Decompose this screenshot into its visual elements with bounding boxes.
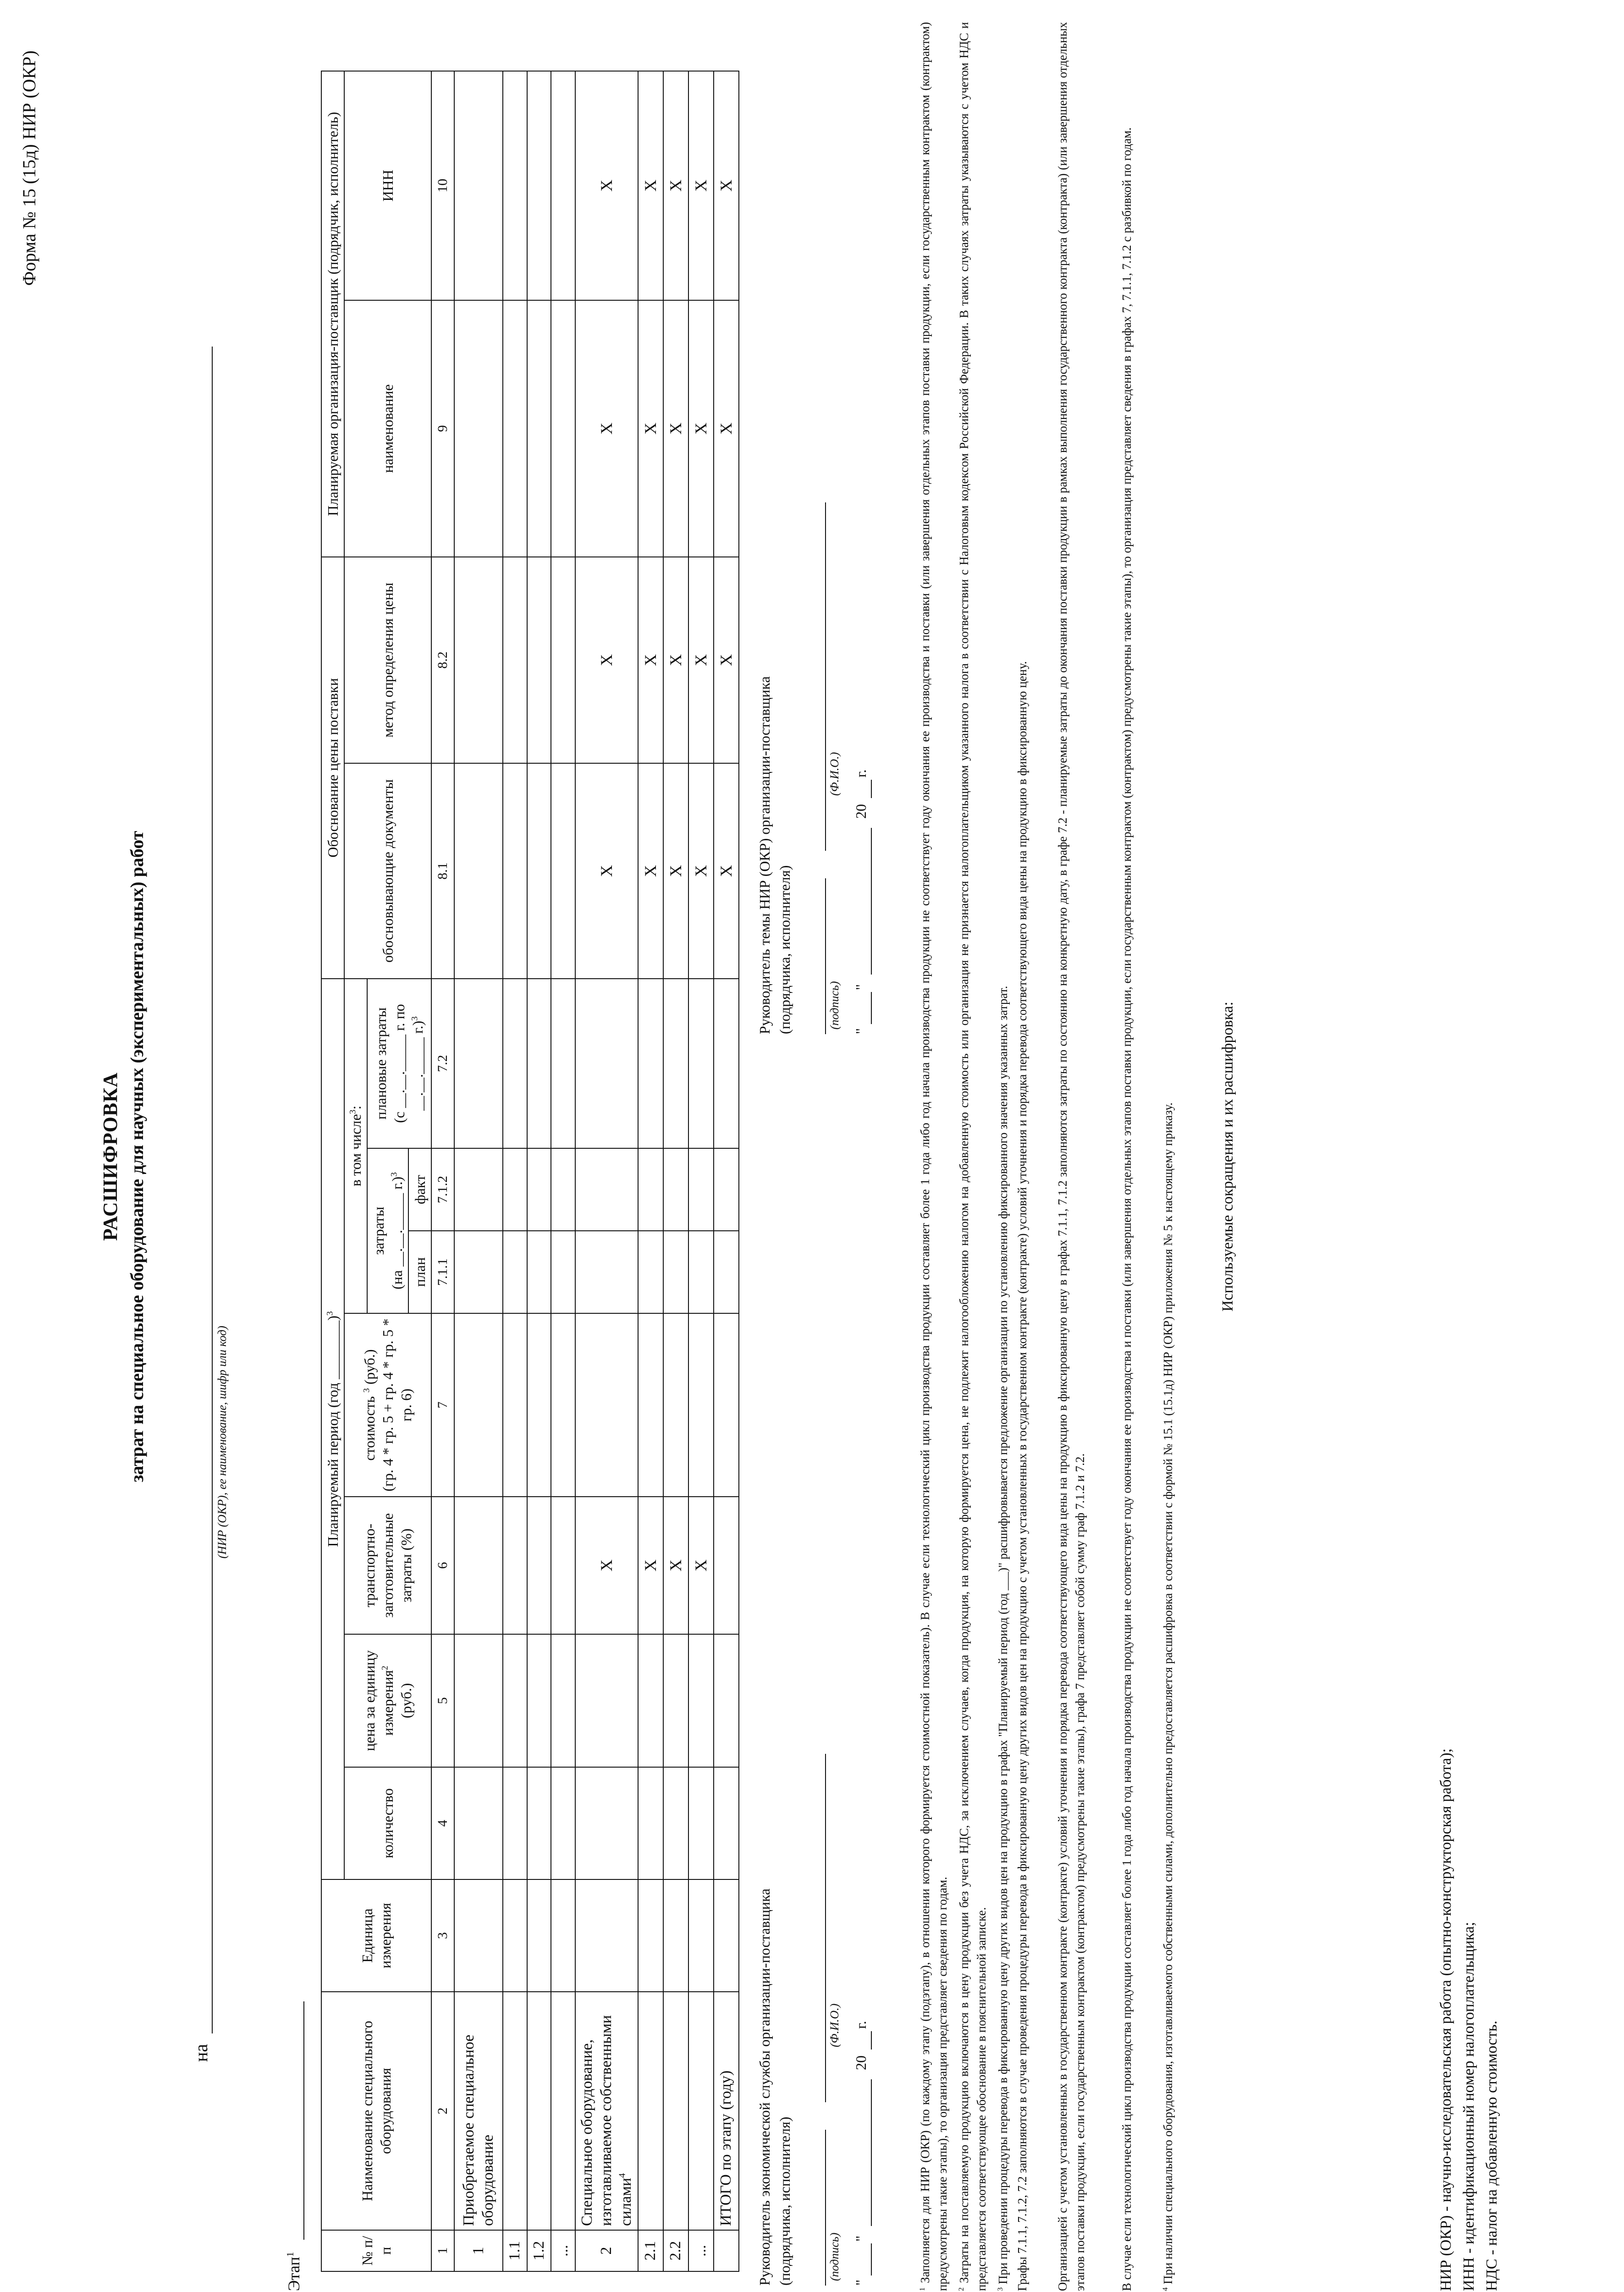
cell[interactable] [551,1497,575,1634]
cell[interactable]: X [638,71,663,300]
header-org-name: наименование [344,300,431,557]
cell[interactable] [638,979,663,1148]
header-inn: ИНН [344,71,431,300]
cell[interactable]: X [663,763,688,979]
document-subtitle: затрат на специальное оборудование для научных (экспериментальных) работ [127,831,147,1482]
header-unit: Единица измерения [321,1879,431,1992]
signature-line[interactable] [825,878,826,1034]
date-year-prefix: 20 [853,2055,869,2070]
fio-line[interactable] [825,502,826,851]
table-row [575,71,639,2271]
cell[interactable] [527,557,551,763]
cell[interactable] [454,71,503,300]
row-name[interactable] [638,1992,663,2230]
date-year-suffix: г. [853,769,869,777]
cell[interactable] [527,1148,551,1231]
cell[interactable]: X [714,71,739,300]
etap-fill-line[interactable] [303,2001,304,2240]
cell[interactable] [527,763,551,979]
cell[interactable] [527,1634,551,1767]
fio-caption: (Ф.И.О.) [828,752,841,796]
col-num-7-1-1: 7.1.1 [431,1231,454,1313]
cell[interactable] [454,1231,503,1313]
col-num-3: 3 [431,1879,454,1992]
cell[interactable] [551,979,575,1148]
footnote: $^2$ Затраты на поставляемую продукцию включаются в цену продукции без учета НДС, за исключением случаев, когда продукция, на которую формируется цена, не подлежит налогообложению налогом на добавленную стоимость или организация не признается налогоплательщиком указанного налога в соответствии с Налоговым кодексом Российской Федерации. В таких случаях затраты указываются с учетом НДС и представляется соответствующее обоснование в пояснительной записке. [957,22,988,2291]
row-name[interactable] [503,1992,527,2230]
cell[interactable]: X [638,763,663,979]
etap-label: Этап$^1$ [285,2252,303,2291]
na-caption: (НИР (ОКР), ее наименование, шифр или код) [215,1326,229,1559]
cell[interactable] [454,763,503,979]
col-num-7: 7 [431,1313,454,1497]
col-num-7-2: 7.2 [431,979,454,1148]
col-num-10: 10 [431,71,454,300]
header-fact: факт [408,1148,431,1231]
header-plan: план [408,1231,431,1313]
cell[interactable] [688,1313,714,1497]
cell[interactable]: X [663,71,688,300]
cell[interactable]: X [688,71,714,300]
col-num-1: 1 [431,2230,454,2271]
cell[interactable] [663,1313,688,1497]
cell[interactable] [638,1231,663,1313]
fio-caption: (Ф.И.О.) [828,2003,841,2047]
cell[interactable] [503,557,527,763]
footnote: Организацией с учетом установленных в государственном контракте (контракте) условий уточнения и порядка перевода соответствующего вида цены на продукцию в фиксированную цену в графах 7.1.1, 7.1.2 заполняются затраты по состоянию на конкретную дату, в графе 7.2 - планируемые затраты до окончания поставки продукции в рамках выполнения государственного контракта (контракта) (или завершения отдельных этапов поставки продукции, если государственным контрактом (контрактом) предусмотрены такие этапы), графа 7 представляет собой сумму граф 7.1.2 и 7.2. [1056,22,1087,2291]
date-quote: " [853,1028,869,1034]
header-method: метод определения цены [344,557,431,763]
date-quote: " [853,2279,869,2286]
cell[interactable] [527,979,551,1148]
col-num-6: 6 [431,1497,454,1634]
signature-caption: (подпись) [828,981,841,1030]
cell[interactable] [688,1148,714,1231]
cell[interactable] [454,979,503,1148]
cell[interactable] [503,1231,527,1313]
cell[interactable] [663,979,688,1148]
form-code: Форма № 15 (15д) НИР (ОКР) [19,50,39,286]
cell[interactable] [454,1148,503,1231]
cell[interactable] [663,1634,688,1767]
header-price: цена за единицу измерения$^2$ (руб.) [344,1634,431,1767]
cell[interactable]: X [688,763,714,979]
row-name[interactable] [551,1992,575,2230]
cell[interactable] [575,1231,639,1313]
cell[interactable] [551,1879,575,1992]
col-num-2: 2 [431,1992,454,2230]
date-year-line[interactable] [871,780,872,798]
col-num-8-2: 8.2 [431,557,454,763]
abbreviation-item: НИР (ОКР) - научно-исследовательская работа (опытно-конструкторская работа); [1437,1748,1454,2291]
cell[interactable] [714,979,739,1148]
signature-title: Руководитель экономической службы организации-поставщика [756,1888,773,2286]
cell[interactable] [688,1231,714,1313]
cell[interactable] [638,1148,663,1231]
cell[interactable] [575,1879,639,1992]
header-name: Наименование специального оборудования [321,1992,431,2230]
cell[interactable]: X [663,557,688,763]
date-year-suffix: г. [853,2021,869,2029]
cell[interactable] [663,1231,688,1313]
cell[interactable] [551,1231,575,1313]
table-row-total [714,71,739,2271]
date-quote: " [853,984,869,990]
cell[interactable] [527,71,551,300]
signature-block-economist [756,1552,912,2286]
cell[interactable]: X [688,300,714,557]
row-num: 1.2 [527,2230,551,2271]
cell[interactable] [688,979,714,1148]
row-num: 1.1 [503,2230,527,2271]
signature-subtitle: (подрядчика, исполнителя) [776,865,793,1034]
cell[interactable] [575,1313,639,1497]
fio-line[interactable] [825,1754,826,2102]
cell[interactable] [503,1767,527,1879]
row-num: ... [688,2230,714,2271]
cell[interactable] [527,1231,551,1313]
abbreviation-item: ИНН - идентификационный номер налогоплательщика; [1460,1922,1477,2291]
cell[interactable] [454,1313,503,1497]
row-name[interactable]: Приобретаемое специальное оборудование [454,1992,503,2230]
table-row [551,71,575,2271]
na-label: на [191,2044,211,2062]
document-title: РАСШИФРОВКА [99,1072,121,1241]
footnote: $^3$ При проведении процедуры перевода в фиксированную цену других видов цен на продукцию в графах "Планируемый период (год ___)" расшифровывается предложение организации по установлению фиксированного значения указанных затрат. [996,986,1010,2291]
cell[interactable] [575,979,639,1148]
cell[interactable] [663,1148,688,1231]
cell[interactable] [503,1634,527,1767]
date-month-line[interactable] [871,828,872,975]
cell[interactable]: X [663,1497,688,1634]
cell[interactable] [714,1148,739,1231]
header-docs: обосновывающие документы [344,763,431,979]
cell[interactable] [454,557,503,763]
table-row [688,71,714,2271]
cell[interactable] [714,1879,739,1992]
cell[interactable] [503,1497,527,1634]
cell[interactable]: X [575,71,639,300]
abbreviation-item: НДС - налог на добавленную стоимость. [1483,2020,1500,2291]
cell[interactable] [503,1313,527,1497]
cell[interactable] [454,1497,503,1634]
date-quote: " [853,2235,869,2242]
cell[interactable] [503,1148,527,1231]
cell[interactable] [454,1634,503,1767]
row-num [714,2230,739,2271]
footnote: Графы 7.1.1, 7.1.2, 7.2 заполняются в случае проведения процедуры перевода в фиксированную цену других видов цен на продукцию с учетом установленных в государственном контракте (контракте) условий уточнения и порядка перевода соответствующего вида цены на продукцию в фиксированную цену. [1015,661,1029,2291]
cell[interactable] [638,1634,663,1767]
cell[interactable] [551,1313,575,1497]
cell[interactable]: X [638,1497,663,1634]
cell[interactable]: X [714,557,739,763]
cell[interactable] [714,1231,739,1313]
cell[interactable] [503,71,527,300]
date-year-line[interactable] [871,2031,872,2050]
col-num-9: 9 [431,300,454,557]
row-num: 2.2 [663,2230,688,2271]
header-planned-period: Планируемый период (год ________)$^3$ [321,979,344,1879]
cell[interactable] [688,1879,714,1992]
date-month-line[interactable] [871,2079,872,2226]
cell[interactable] [503,763,527,979]
cell[interactable]: X [663,300,688,557]
row-name[interactable] [527,1992,551,2230]
col-num-7-1-2: 7.1.2 [431,1148,454,1231]
header-costs: затраты (на __.__._____ г.)$^3$ [367,1148,408,1313]
row-num: 1 [454,2230,503,2271]
signature-line[interactable] [825,2130,826,2286]
cell[interactable] [663,1767,688,1879]
signature-block-manager [756,301,912,1034]
signature-title: Руководитель темы НИР (ОКР) организации-поставщика [756,676,773,1034]
table-row [503,71,527,2271]
cell[interactable]: X [638,300,663,557]
cell[interactable]: X [575,300,639,557]
date-day-line[interactable] [871,2243,872,2275]
cell[interactable] [714,1497,739,1634]
cell[interactable]: X [575,1497,639,1634]
header-qty: количество [344,1767,431,1879]
signature-caption: (подпись) [828,2232,841,2281]
abbreviations-title: Используемые сокращения и их расшифровка: [1219,1001,1236,1312]
signature-subtitle: (подрядчика, исполнителя) [776,2116,793,2286]
header-transport: транспортно-заготовительные затраты (%) [344,1497,431,1634]
row-name[interactable]: Специальное оборудование, изготавливаемое собственными силами$^4$ [575,1992,639,2230]
expense-table [321,71,739,2272]
row-num: ... [551,2230,575,2271]
table-row [527,71,551,2271]
date-year-prefix: 20 [853,804,869,819]
header-num: № п/п [321,2230,431,2271]
cell[interactable] [527,1497,551,1634]
cell[interactable] [688,1634,714,1767]
cell[interactable]: X [688,557,714,763]
cell[interactable] [527,1879,551,1992]
cell[interactable] [714,1767,739,1879]
cell[interactable] [454,1879,503,1992]
row-num: 2 [575,2230,639,2271]
footnote: $^1$ Заполняется для НИР (ОКР) (по каждому этапу (подэтапу), в отношении которого формируется стоимостной показатель). В случае если технологический цикл производства продукции составляет более 1 года либо год начала производства продукции не соответствует году окончания ее производства и поставки (или завершения отдельных этапов поставки продукции, если государственным контрактом (контрактом) предусмотрены такие этапы), то организация представляет сведения по годам. [918,22,949,2291]
cell[interactable] [454,1767,503,1879]
cell[interactable] [551,71,575,300]
header-including: в том числе$^3$: [344,979,367,1313]
table-row [454,71,503,2271]
cell[interactable] [503,1879,527,1992]
footnote: $^4$ При наличии специального оборудования, изготавливаемого собственными силами, дополнительно предоставляется расшифровка в соответствии с формой № 15.1 (15.1д) НИР (ОКР) приложения № 5 к настоящему приказу. [1161,1102,1175,2291]
cell[interactable] [503,979,527,1148]
table-row [663,71,688,2271]
header-cost: стоимость $^3$ (руб.) (гр. 4 * гр. 5 + гр. 4 * гр. 5 * гр. 6) [344,1313,431,1497]
cell[interactable] [714,1313,739,1497]
cell[interactable] [454,300,503,557]
cell[interactable]: X [638,557,663,763]
na-fill-line[interactable] [212,347,213,2033]
header-price-basis: Обоснование цены поставки [321,557,344,979]
cell[interactable] [551,1767,575,1879]
col-num-8-1: 8.1 [431,763,454,979]
cell[interactable] [575,1767,639,1879]
row-num: 2.1 [638,2230,663,2271]
cell[interactable] [575,1148,639,1231]
cell[interactable] [551,300,575,557]
table-row [638,71,663,2271]
footnote: В случае если технологический цикл производства продукции составляет более 1 года либо год начала производства продукции не соответствует году окончания ее производства и поставки (или завершения отдельных этапов поставки продукции, если государственным контрактом (контрактом) предусмотрены такие этапы), то организация представляет сведения в графах 7, 7.1.1, 7.1.2 с разбивкой по годам. [1120,127,1134,2291]
cell[interactable] [714,1634,739,1767]
cell[interactable] [575,1634,639,1767]
cell[interactable] [551,1148,575,1231]
cell[interactable] [551,557,575,763]
cell[interactable] [527,1313,551,1497]
date-day-line[interactable] [871,992,872,1024]
col-num-5: 5 [431,1634,454,1767]
header-planned-costs: плановые затраты (с __.__._____ г. по __.__._____ г.)$^3$ [367,979,431,1148]
cell[interactable] [638,1313,663,1497]
cell[interactable] [503,300,527,557]
header-supplier: Планируемая организация-поставщик (подрядчик, исполнитель) [321,71,344,557]
row-name[interactable] [688,1992,714,2230]
cell[interactable] [638,1767,663,1879]
cell[interactable]: X [714,763,739,979]
col-num-4: 4 [431,1767,454,1879]
cell[interactable] [663,1879,688,1992]
cell[interactable] [551,1634,575,1767]
row-name: ИТОГО по этапу (году) [714,1992,739,2230]
cell[interactable] [551,763,575,979]
cell[interactable] [527,1767,551,1879]
cell[interactable]: X [575,763,639,979]
cell[interactable] [527,300,551,557]
cell[interactable] [688,1767,714,1879]
cell[interactable]: X [714,300,739,557]
row-name[interactable] [663,1992,688,2230]
cell[interactable]: X [688,1497,714,1634]
cell[interactable]: X [575,557,639,763]
cell[interactable] [638,1879,663,1992]
